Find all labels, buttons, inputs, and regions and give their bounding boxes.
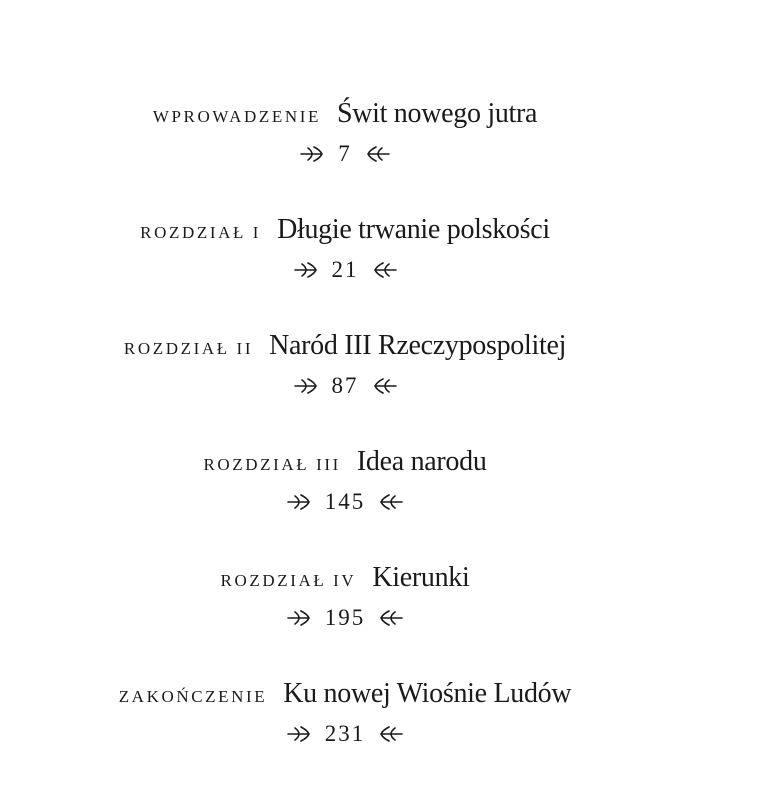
leaf-arrow-left-icon [377, 608, 403, 628]
chapter-label: ZAKOŃCZENIE [118, 687, 268, 706]
toc-entry-introduction [0, 96, 690, 173]
chapter-title[interactable]: Kierunki [372, 562, 470, 593]
toc-entry-chapter-2 [0, 328, 690, 405]
leaf-arrow-left-icon [377, 492, 403, 512]
chapter-label: ROZDZIAŁ III [203, 455, 341, 474]
leaf-arrow-right-icon [287, 492, 313, 512]
toc-page-line [0, 365, 690, 405]
chapter-title[interactable]: Idea narodu [356, 446, 487, 477]
leaf-arrow-left-icon [364, 144, 390, 164]
toc-title-line [0, 96, 690, 132]
leaf-arrow-right-icon [287, 724, 313, 744]
toc-entry-chapter-3 [0, 444, 690, 521]
chapter-label: ROZDZIAŁ I [140, 223, 262, 242]
toc-title-line [0, 328, 690, 364]
toc-page-line [0, 249, 690, 289]
leaf-arrow-right-icon [287, 608, 313, 628]
chapter-label: ROZDZIAŁ IV [220, 571, 357, 590]
toc-entry-chapter-1 [0, 212, 690, 289]
chapter-title[interactable]: Naród III Rzeczypospolitej [269, 330, 567, 361]
page-number: 231 [324, 720, 366, 746]
leaf-arrow-right-icon [294, 376, 320, 396]
toc-page-line [0, 481, 690, 521]
leaf-arrow-left-icon [371, 260, 397, 280]
toc-title-line [0, 444, 690, 480]
toc-title-line [0, 676, 690, 712]
toc-page-line [0, 713, 690, 753]
toc-entry-chapter-4 [0, 560, 690, 637]
leaf-arrow-left-icon [371, 376, 397, 396]
toc-title-line [0, 212, 690, 248]
page-number: 87 [331, 372, 359, 398]
chapter-title[interactable]: Świt nowego jutra [336, 98, 538, 129]
page-number: 195 [324, 604, 366, 630]
chapter-label: WPROWADZENIE [152, 107, 321, 126]
toc-page-line [0, 133, 690, 173]
page-number: 21 [331, 256, 359, 282]
page-number: 7 [338, 140, 352, 166]
toc-page-line [0, 597, 690, 637]
leaf-arrow-right-icon [294, 260, 320, 280]
chapter-label: ROZDZIAŁ II [123, 339, 254, 358]
page-number: 145 [324, 488, 366, 514]
toc-title-line [0, 560, 690, 596]
chapter-title[interactable]: Ku nowej Wiośnie Ludów [283, 678, 572, 709]
leaf-arrow-left-icon [377, 724, 403, 744]
leaf-arrow-right-icon [300, 144, 326, 164]
toc-entry-conclusion [0, 676, 690, 753]
chapter-title[interactable]: Długie trwanie polskości [277, 214, 550, 245]
